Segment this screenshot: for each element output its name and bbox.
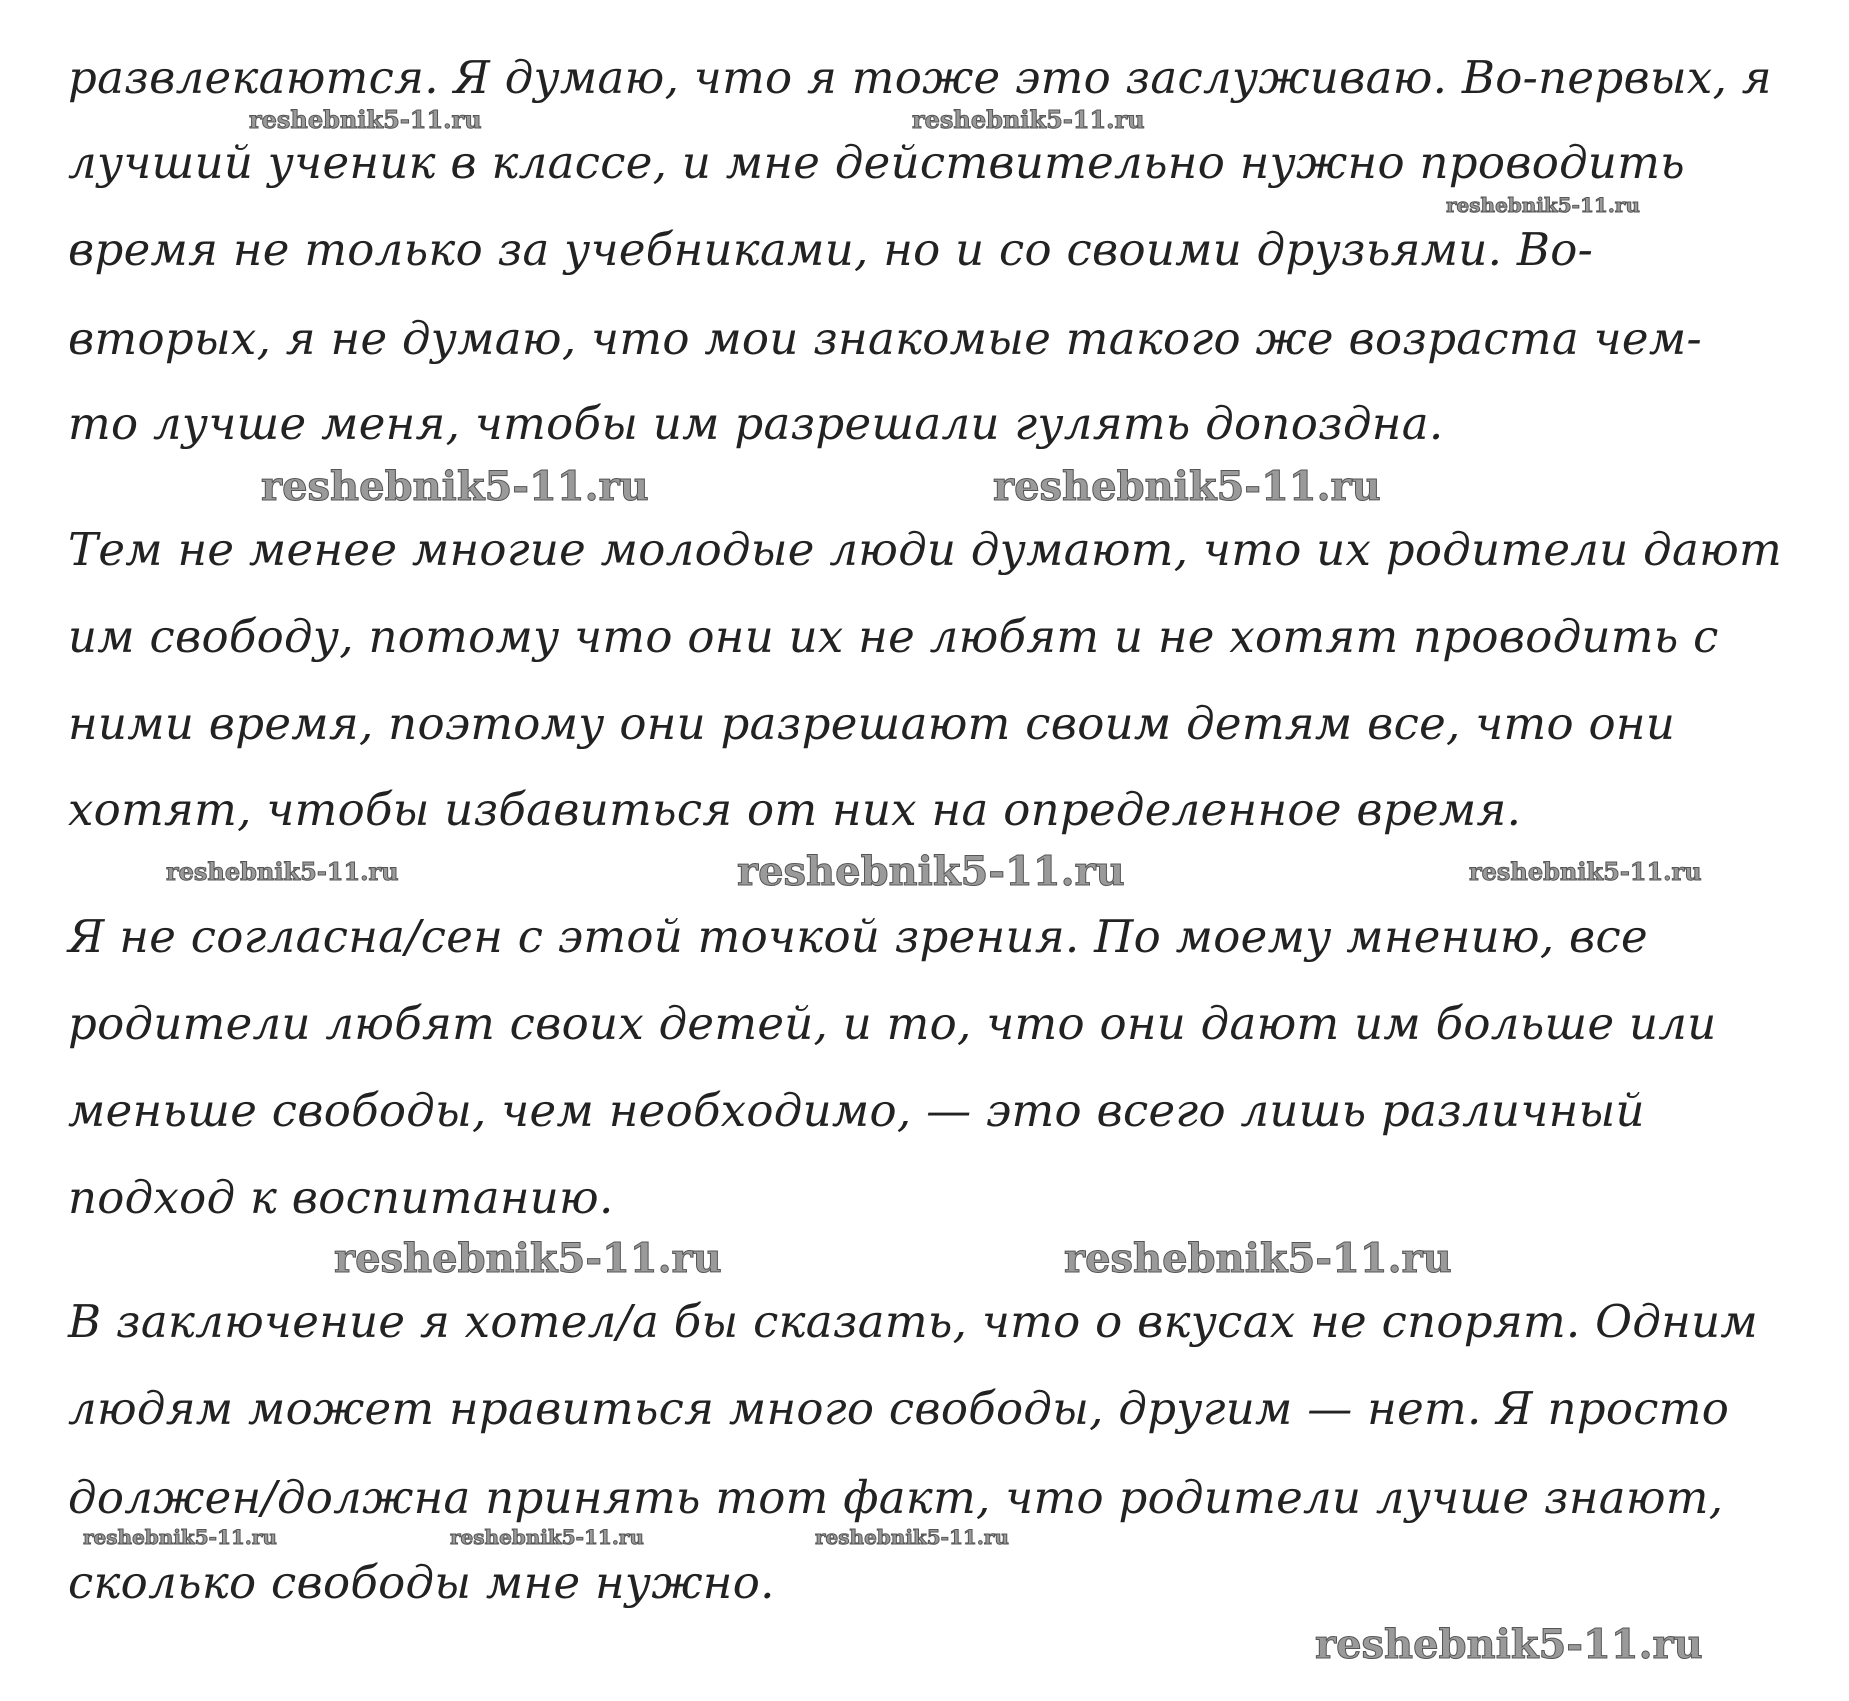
text-line: то лучше меня, чтобы им разрешали гулять допоздна. (68, 397, 1444, 450)
text-line: подход к воспитанию. (68, 1171, 614, 1224)
text-line: лучший ученик в классе, и мне действительно нужно проводить (68, 136, 1685, 189)
watermark: reshebnik5-11.ru (249, 105, 482, 134)
text-line: сколько свободы мне нужно. (68, 1556, 775, 1609)
watermark: reshebnik5-11.ru (450, 1525, 644, 1549)
watermark: reshebnik5-11.ru (1315, 1621, 1703, 1668)
text-line: должен/должна принять тот факт, что родители лучше знают, (68, 1471, 1724, 1524)
watermark: reshebnik5-11.ru (993, 463, 1381, 510)
text-line: меньше свободы, чем необходимо, — это всего лишь различный (68, 1084, 1645, 1137)
text-line: развлекаются. Я думаю, что я тоже это заслуживаю. Во-первых, я (68, 51, 1772, 104)
watermark: reshebnik5-11.ru (1064, 1235, 1452, 1282)
watermark: reshebnik5-11.ru (1469, 857, 1702, 886)
text-line: вторых, я не думаю, что мои знакомые такого же возраста чем- (68, 312, 1702, 365)
watermark: reshebnik5-11.ru (912, 105, 1145, 134)
watermark: reshebnik5-11.ru (166, 857, 399, 886)
watermark: reshebnik5-11.ru (815, 1525, 1009, 1549)
text-line: родители любят своих детей, и то, что они дают им больше или (68, 997, 1717, 1050)
text-line: хотят, чтобы избавиться от них на определенное время. (68, 783, 1522, 836)
text-line: В заключение я хотел/а бы сказать, что о вкусах не спорят. Одним (68, 1295, 1758, 1348)
watermark: reshebnik5-11.ru (261, 463, 649, 510)
text-line: Тем не менее многие молодые люди думают, что их родители дают (68, 523, 1782, 576)
watermark: reshebnik5-11.ru (83, 1525, 277, 1549)
text-line: Я не согласна/сен с этой точкой зрения. По моему мнению, все (68, 910, 1648, 963)
text-line: людям может нравиться много свободы, другим — нет. Я просто (68, 1382, 1730, 1435)
text-line: им свободу, потому что они их не любят и не хотят проводить с (68, 610, 1719, 663)
watermark: reshebnik5-11.ru (334, 1235, 722, 1282)
watermark: reshebnik5-11.ru (737, 848, 1125, 895)
text-line: ними время, поэтому они разрешают своим детям все, что они (68, 697, 1676, 750)
text-line: время не только за учебниками, но и со своими друзьями. Во- (68, 223, 1594, 276)
watermark: reshebnik5-11.ru (1446, 193, 1640, 217)
